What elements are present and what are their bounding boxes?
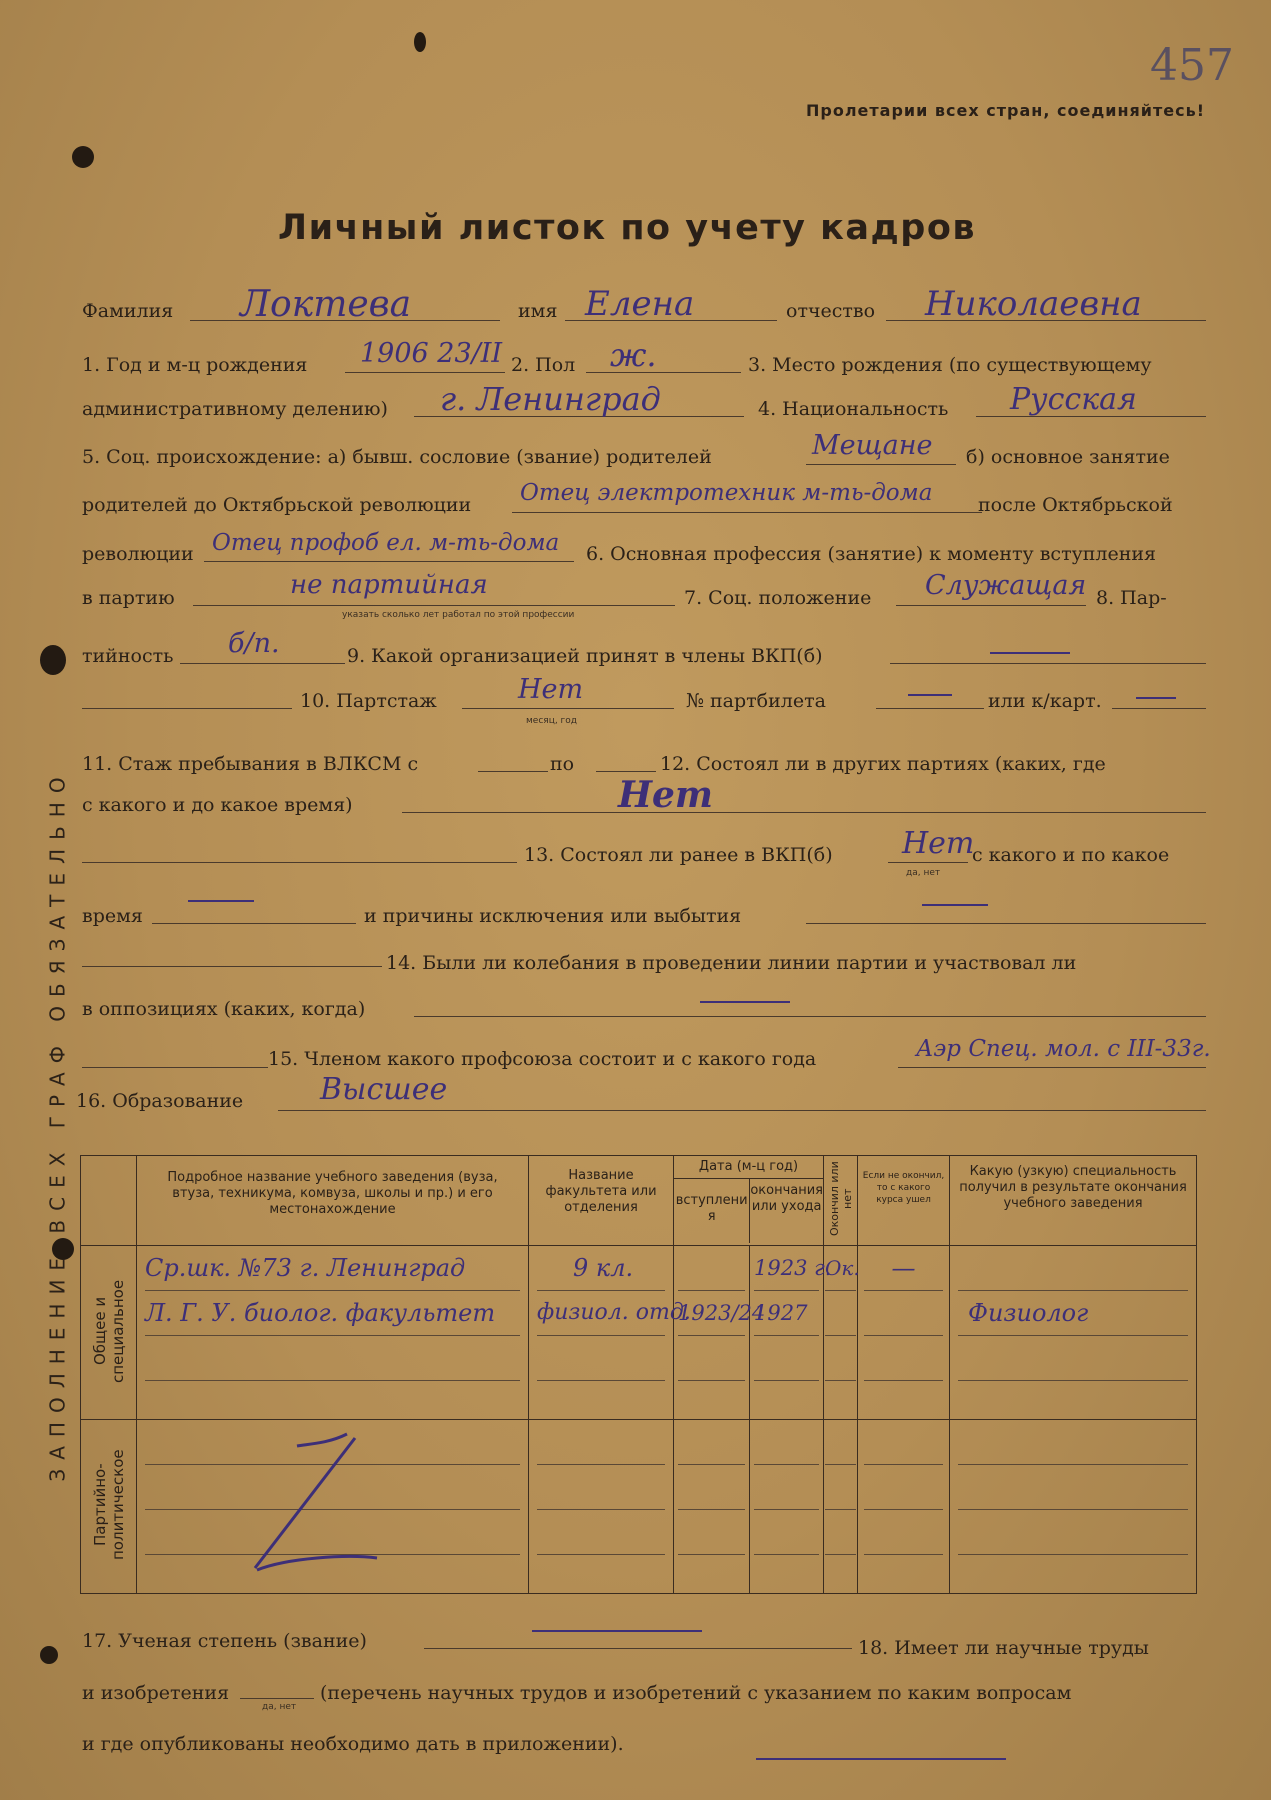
row-1-finished: Ок. xyxy=(825,1246,856,1291)
q12-line xyxy=(402,812,1206,813)
row-1-course: — xyxy=(864,1246,943,1291)
cell-finished[interactable] xyxy=(824,1246,858,1420)
cell-entry[interactable] xyxy=(674,1246,766,1420)
q13-label: 13. Состоял ли ранее в ВКП(б) xyxy=(524,844,833,866)
q5-label: 5. Соц. происхождение: а) бывш. сословие (звание) родителей xyxy=(82,446,712,468)
q10-sub: месяц, год xyxy=(526,716,577,726)
row-3-blank xyxy=(754,1336,819,1381)
q2-value[interactable]: ж. xyxy=(610,336,657,374)
q5-value-a[interactable]: Мещане xyxy=(812,430,933,461)
q8-line xyxy=(180,663,345,664)
q6-value[interactable]: не партийная xyxy=(290,570,488,600)
group-general-cell xyxy=(81,1246,137,1420)
header-exit: окончания или ухода xyxy=(750,1183,824,1214)
row-1-entry xyxy=(678,1246,745,1291)
q10-label: 10. Партстаж xyxy=(300,690,437,712)
row-2-institution: Л. Г. У. биолог. факультет xyxy=(145,1291,520,1336)
q15-label: 15. Членом какого профсоюза состоит и с какого года xyxy=(268,1048,817,1070)
q18-dash xyxy=(756,1758,1006,1760)
q13-value[interactable]: Нет xyxy=(902,826,975,861)
q10-line xyxy=(462,708,674,709)
q9-label: 9. Какой организацией принят в члены ВКП(б) xyxy=(347,645,823,667)
q12-value[interactable]: Нет xyxy=(618,774,714,816)
q5-line-c xyxy=(512,512,982,513)
slogan: Пролетарии всех стран, соединяйтесь! xyxy=(806,101,1206,120)
q5-value-e[interactable]: Отец профоб ел. м-ть-дома xyxy=(212,530,560,556)
cell-political-institution[interactable] xyxy=(137,1420,529,1594)
row-2-entry: 1923/24 xyxy=(678,1291,745,1336)
q3-value[interactable]: г. Ленинград xyxy=(440,380,661,418)
q15-line xyxy=(898,1067,1206,1068)
q13-line xyxy=(888,862,968,863)
blank-row xyxy=(754,1510,819,1555)
party-card-dash xyxy=(908,694,952,696)
row-2-faculty: физиол. отд. xyxy=(537,1291,665,1336)
row-2-exit: 1927 xyxy=(754,1291,819,1336)
cell-political-exit[interactable] xyxy=(750,1420,824,1594)
q1-line xyxy=(345,372,505,373)
q17-line xyxy=(424,1648,852,1649)
header-dates-group xyxy=(674,1156,824,1246)
q7-label: 7. Соц. положение xyxy=(684,587,872,609)
cell-institution[interactable] xyxy=(137,1246,529,1420)
blank-row xyxy=(678,1420,745,1465)
row-1-specialty xyxy=(958,1246,1188,1291)
q13-label-c: время xyxy=(82,905,143,927)
q4-label: 4. Национальность xyxy=(758,398,949,420)
kcard-line xyxy=(1112,708,1206,709)
q1-value[interactable]: 1906 23/II xyxy=(360,338,503,369)
cell-faculty[interactable] xyxy=(529,1246,691,1420)
row-2-specialty: Физиолог xyxy=(958,1291,1188,1336)
q9-line xyxy=(890,663,1206,664)
q11-line-from xyxy=(478,771,548,772)
blank-row xyxy=(864,1510,943,1555)
blank-row xyxy=(678,1510,745,1555)
q14-line-b xyxy=(82,1067,268,1068)
blank-row xyxy=(678,1465,745,1510)
q18-sub: да, нет xyxy=(262,1702,297,1712)
q14-label-b: в оппозициях (каких, когда) xyxy=(82,998,366,1020)
q13-line-c xyxy=(152,923,356,924)
row-2-course xyxy=(864,1291,943,1336)
blank-row xyxy=(537,1465,665,1510)
cell-political-finished[interactable] xyxy=(824,1420,858,1594)
cell-course[interactable] xyxy=(858,1246,950,1420)
name-label: имя xyxy=(518,300,558,322)
group-political: Партийно-политическое xyxy=(90,1449,127,1561)
surname-label: Фамилия xyxy=(82,300,174,322)
row-1-faculty: 9 кл. xyxy=(537,1246,665,1291)
sidebar-notice: ЗАПОЛНЕНИЕ ВСЕХ ГРАФ ОБЯЗАТЕЛЬНО xyxy=(46,768,70,1482)
row-3-blank xyxy=(145,1336,520,1381)
q14-line xyxy=(414,1016,1206,1017)
q6-sub: указать сколько лет работал по этой профессии xyxy=(342,610,575,620)
q16-line xyxy=(278,1110,1206,1111)
q14-dash xyxy=(700,1001,790,1003)
q12-label-b: с какого и до какое время) xyxy=(82,794,353,816)
q11-label: 11. Стаж пребывания в ВЛКСМ с xyxy=(82,753,419,775)
q5-label-b: б) основное занятие xyxy=(966,446,1170,468)
group-general: Общее и специальное xyxy=(90,1279,127,1383)
q13-line-e xyxy=(82,966,382,967)
q5-line-e xyxy=(204,561,574,562)
cell-political-course[interactable] xyxy=(858,1420,950,1594)
header-dates-sub xyxy=(674,1179,823,1243)
cell-political-faculty[interactable] xyxy=(529,1420,674,1594)
q9-line-b xyxy=(82,708,292,709)
q18-label-d: и где опубликованы необходимо дать в приложении). xyxy=(82,1733,624,1755)
q3-label-b: административному делению) xyxy=(82,398,388,420)
q13-dash-c xyxy=(188,900,254,902)
blank-row xyxy=(754,1420,819,1465)
header-specialty: Какую (узкую) специальность получил в результате окончания учебного заведения xyxy=(950,1156,1197,1246)
q12-line-b xyxy=(82,862,517,863)
cell-political-specialty[interactable] xyxy=(950,1420,1197,1594)
q6-label-b: в партию xyxy=(82,587,175,609)
q9-dash xyxy=(990,652,1070,654)
q3-label: 3. Место рождения (по существующему xyxy=(748,354,1152,376)
surname-value[interactable]: Локтева xyxy=(240,284,412,325)
party-card-label: № партбилета xyxy=(686,690,826,712)
q6-line xyxy=(193,605,675,606)
header-finished-cell xyxy=(824,1156,858,1246)
q8-label-b: тийность xyxy=(82,645,174,667)
row-3-blank xyxy=(864,1336,943,1381)
blank-row xyxy=(825,1420,856,1465)
blank-row xyxy=(537,1420,665,1465)
page-title: Личный листок по учету кадров xyxy=(278,208,977,248)
blank-row xyxy=(825,1510,856,1555)
patronymic-value[interactable]: Николаевна xyxy=(925,284,1142,324)
kcard-label: или к/карт. xyxy=(988,690,1102,712)
strike-mark xyxy=(237,1430,387,1580)
blank-row xyxy=(864,1420,943,1465)
q14-label: 14. Были ли колебания в проведении линии партии и участвовал ли xyxy=(386,952,1077,974)
blank-row xyxy=(958,1465,1188,1510)
education-table xyxy=(80,1155,1197,1594)
q11-line-to xyxy=(596,771,656,772)
q13-line-d xyxy=(806,923,1206,924)
q16-label: 16. Образование xyxy=(76,1090,244,1112)
header-institution: Подробное название учебного заведения (вуза, втуза, техникума, комвуза, школы и пр.) и его местонахождение xyxy=(137,1156,529,1246)
punch-hole xyxy=(414,32,426,52)
group-political-cell xyxy=(81,1420,137,1594)
row-3-blank xyxy=(678,1336,745,1381)
header-dates: Дата (м-ц год) xyxy=(674,1156,823,1179)
blank-row xyxy=(754,1465,819,1510)
blank-row xyxy=(537,1510,665,1555)
q11-to: по xyxy=(550,753,575,775)
q5-line-a xyxy=(806,464,956,465)
header-course: Если не окончил, то с какого курса ушел xyxy=(858,1156,950,1246)
q6-label: 6. Основная профессия (занятие) к моменту вступления xyxy=(586,543,1157,565)
q13-label-d: и причины исключения или выбытия xyxy=(364,905,742,927)
q5-value-c[interactable]: Отец электротехник м-ть-дома xyxy=(520,480,933,506)
q13-sub: да, нет xyxy=(906,868,941,878)
blank-row xyxy=(864,1465,943,1510)
q1-label: 1. Год и м-ц рождения xyxy=(82,354,308,376)
kcard-dash xyxy=(1136,697,1176,699)
row-1-institution: Ср.шк. №73 г. Ленинград xyxy=(145,1246,520,1291)
q5-label-c: родителей до Октябрьской революции xyxy=(82,494,472,516)
q13-label-b: с какого и по какое xyxy=(972,844,1170,866)
name-value[interactable]: Елена xyxy=(585,284,695,324)
cell-political-entry[interactable] xyxy=(674,1420,750,1594)
q4-value[interactable]: Русская xyxy=(1010,382,1137,417)
q8-value[interactable]: б/п. xyxy=(228,628,280,659)
archive-number: 457 xyxy=(1150,40,1234,91)
q17-dash xyxy=(532,1630,702,1632)
row-3-blank xyxy=(537,1336,665,1381)
cell-specialty[interactable] xyxy=(950,1246,1197,1420)
row-2-finished xyxy=(825,1291,856,1336)
blank-row xyxy=(825,1465,856,1510)
q7-value[interactable]: Служащая xyxy=(925,570,1087,601)
blank-row xyxy=(958,1420,1188,1465)
row-1-exit: 1923 г. xyxy=(754,1246,819,1291)
row-3-blank xyxy=(958,1336,1188,1381)
party-card-line xyxy=(876,708,984,709)
q16-value[interactable]: Высшее xyxy=(320,1072,448,1107)
table-corner xyxy=(81,1156,137,1246)
q10-value[interactable]: Нет xyxy=(518,674,584,705)
blank-row xyxy=(958,1510,1188,1555)
q17-label: 17. Ученая степень (звание) xyxy=(82,1630,367,1652)
q5-label-e: революции xyxy=(82,543,194,565)
header-faculty: Название факультета или отделения xyxy=(529,1156,674,1246)
q8-label: 8. Пар- xyxy=(1096,587,1167,609)
row-3-blank xyxy=(825,1336,856,1381)
header-entry: вступления xyxy=(674,1179,750,1243)
q13-dash-d xyxy=(922,904,988,906)
punch-hole xyxy=(72,146,94,168)
header-finished: Окончил или нет xyxy=(827,1161,854,1237)
q18-line xyxy=(240,1698,314,1699)
patronymic-label: отчество xyxy=(786,300,876,322)
q18-label: 18. Имеет ли научные труды xyxy=(858,1637,1149,1659)
q15-value[interactable]: Аэр Спец. мол. с III-33г. xyxy=(916,1036,1211,1062)
q18-label-b: и изобретения xyxy=(82,1682,230,1704)
q5-label-d: после Октябрьской xyxy=(978,494,1173,516)
q18-label-c: (перечень научных трудов и изобретений с указанием по каким вопросам xyxy=(320,1682,1072,1704)
q2-label: 2. Пол xyxy=(511,354,576,376)
q12-label: 12. Состоял ли в других партиях (каких, где xyxy=(660,753,1106,775)
cell-exit[interactable] xyxy=(750,1246,832,1420)
q7-line xyxy=(896,605,1086,606)
